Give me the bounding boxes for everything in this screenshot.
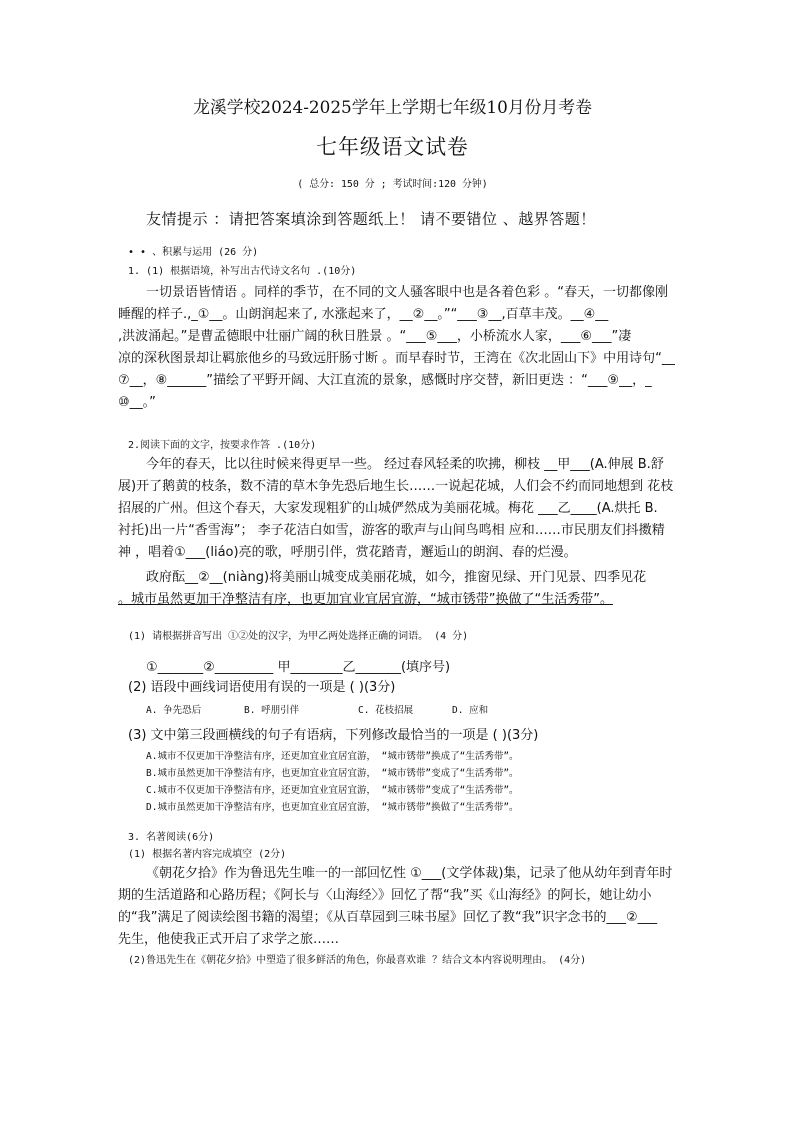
q1-prompt: 1. (1) 根据语境，补写出古代诗文名句 .(10分): [128, 266, 357, 277]
q3-prompt: 3. 名著阅读(6分): [128, 832, 215, 843]
q2-line: 政府酝__②__(niàng)将美丽山城变成美丽花城，如今，推窗见绿、开门见景、四季见花: [146, 570, 647, 585]
q3-line: 的“我”满足了阅读绘图书籍的渴望；《从百草园到三味书屋》回忆了教“我”识字念书的___②___: [118, 910, 658, 925]
q2-sub3-option: B.城市虽然更加干净整洁有序，也更加宜业宜居宜游， “城市锈带”变成了“生活秀带”。: [146, 768, 519, 779]
q2-sub3-option: D.城市虽然更加干净整洁有序，也更加宜业宜居宜游， “城市锈带”换做了“生活秀带”。: [146, 802, 519, 813]
q2-prompt: 2.阅读下面的文字，按要求作答 .(10分): [128, 440, 317, 451]
q3-sub1: (1) 根据名著内容完成填空 (2分): [128, 849, 287, 860]
q2-line: 衬托)出一片“香雪海”； 李子花洁白如雪，游客的歌声与山间鸟鸣相 应和……市民朋友们抖擞精: [118, 523, 665, 538]
friendly-tip: 友情提示 ：请把答案填涂到答题纸上！ 请不要错位 、越界答题！: [146, 210, 596, 228]
q3-line: 《朝花夕拾》作为鲁迅先生唯一的一部回忆性 ①___(文学体裁)集，记录了他从幼年到青年时: [146, 866, 673, 881]
q1-line: ⑩__。”: [118, 395, 156, 410]
q3-line: 先生，他使我正式开启了求学之旅……: [118, 932, 340, 947]
q2-underlined-sentence: 。城市虽然更加干净整洁有序，也更加宜业宜居宜游，“城市锈带”换做了“生活秀带”。: [118, 592, 613, 607]
q2-line: 神 ，唱着①___(liáo)亮的歌，呼朋引伴，赏花踏青，邂逅山的朗润、春的烂漫。: [118, 545, 577, 560]
q2-sub1: (1) 请根据拼音写出 ①②处的汉字，为甲乙两处选择正确的词语。 (4 分): [128, 631, 469, 642]
q2-sub2-option: C. 花枝招展: [358, 705, 414, 716]
q2-sub3: (3) 文中第三段画横线的句子有语病，下列修改最恰当的一项是 ( )(3分): [128, 728, 539, 743]
q2-line: 今年的春天，比以往时候来得更早一些。 经过春风轻柔的吹拂，柳枝 __甲___(A.伸展 B.舒: [146, 457, 664, 472]
q1-line: 睡醒的样子.,_①__。山朗润起来了, 水涨起来了，__②__。”“___③__,百草丰茂。__④__: [118, 307, 609, 322]
q3-sub2: (2)鲁迅先生在《朝花夕拾》中塑造了很多鲜活的角色，你最喜欢谁 ？结合文本内容说明理由。 (4分): [128, 955, 587, 966]
q2-line: 展)开了鹅黄的枝条，数不清的草木争先恐后地生长……一说起花城，人们会不约而同地想到 花枝: [118, 479, 674, 494]
exam-title: 七年级语文试卷: [316, 135, 469, 159]
q2-sub3-option: C.城市不仅更加干净整洁有序，还更加宜业宜居宜游， “城市锈带”变成了“生活秀带”。: [146, 785, 519, 796]
q2-sub1-fill: ①_______②_________ 甲________乙_______(填序号): [146, 660, 451, 675]
q2-sub2-option: B. 呼朋引伴: [244, 705, 300, 716]
q1-line: ⑦__，⑧______”描绘了平野开阔、大江直流的景象，感慨时序交替，新旧更迭 ：“___⑨__，_: [118, 373, 652, 388]
section-heading: • • 、积累与运用 (26 分): [128, 247, 259, 258]
q2-sub2-option: D. 应和: [452, 705, 489, 716]
q3-line: 期的生活道路和心路历程；《阿长与〈山海经〉》回忆了帮“我”买《山海经》的阿长，她让幼小: [118, 888, 652, 903]
q2-sub2-option: A. 争先恐后: [146, 705, 202, 716]
q1-line: 一切景语皆情语 。同样的季节，在不同的文人骚客眼中也是各着色彩 。“春天，一切都像刚: [146, 285, 669, 300]
q1-line: 凉的深秋图景却让羁旅他乡的马致远肝肠寸断 。而早春时节，王湾在《次北固山下》中用诗句“__: [118, 351, 675, 366]
q2-line: 招展的广州。但这个春天，大家发现粗犷的山城俨然成为美丽花城。梅花 ___乙____(A.烘托 B.: [118, 501, 658, 516]
q2-sub3-option: A.城市不仅更加干净整洁有序，还更加宜业宜居宜游， “城市锈带”换成了“生活秀带”。: [146, 751, 519, 762]
exam-info: ( 总分: 150 分 ; 考试时间:120 分钟): [297, 179, 488, 190]
school-line: 龙溪学校2024-2025学年上学期七年级10月份月考卷: [193, 98, 592, 118]
q1-line: ,洪波涌起。”是曹孟德眼中壮丽广阔的秋日胜景 。“___⑤___，小桥流水人家，___⑥___”凄: [118, 329, 632, 344]
q2-sub2: (2) 语段中画线词语使用有误的一项是 ( )(3分): [128, 680, 396, 695]
